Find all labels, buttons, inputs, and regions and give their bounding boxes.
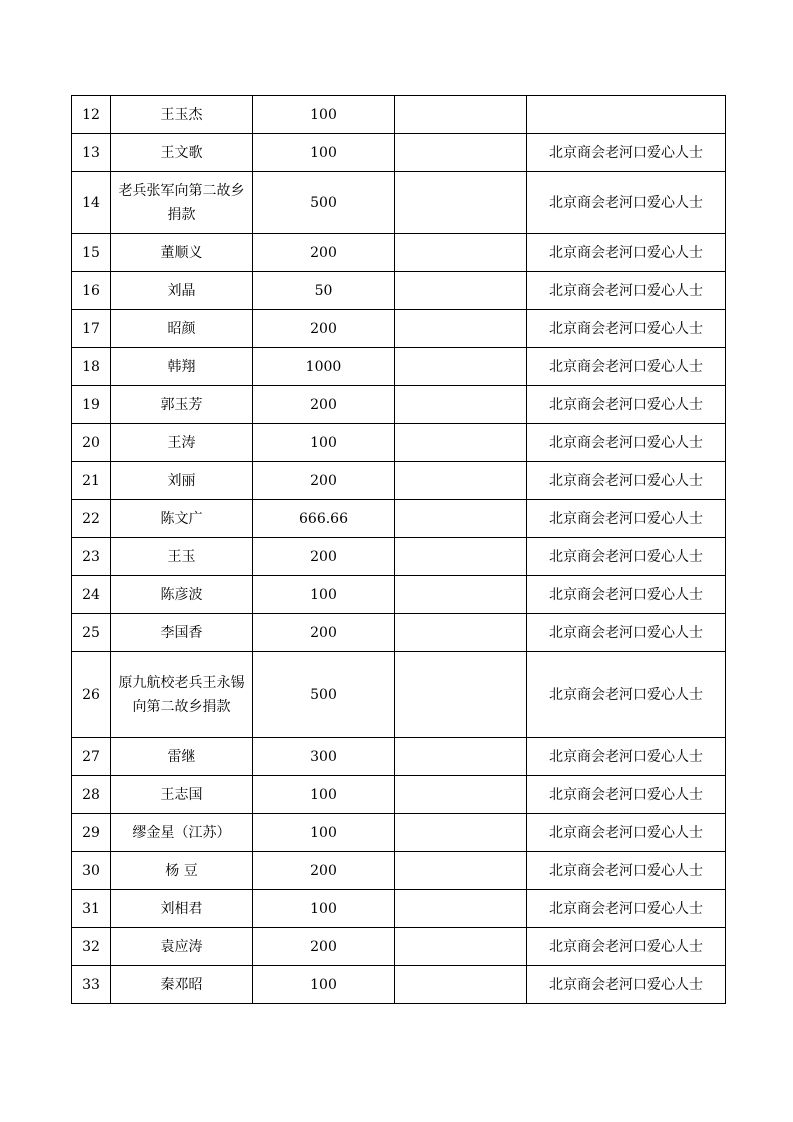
empty-cell — [395, 424, 527, 462]
donor-note: 北京商会老河口爱心人士 — [527, 310, 726, 348]
donor-note: 北京商会老河口爱心人士 — [527, 738, 726, 776]
empty-cell — [395, 272, 527, 310]
donor-note: 北京商会老河口爱心人士 — [527, 272, 726, 310]
row-number: 15 — [72, 234, 111, 272]
donor-note: 北京商会老河口爱心人士 — [527, 172, 726, 234]
row-number: 32 — [72, 928, 111, 966]
row-number: 31 — [72, 890, 111, 928]
table-row — [72, 652, 726, 738]
row-number: 19 — [72, 386, 111, 424]
donation-amount: 200 — [253, 928, 395, 966]
donation-amount: 50 — [253, 272, 395, 310]
donor-note: 北京商会老河口爱心人士 — [527, 386, 726, 424]
donor-name: 雷继 — [111, 738, 253, 776]
donor-name: 袁应涛 — [111, 928, 253, 966]
donor-name: 秦邓昭 — [111, 966, 253, 1004]
donor-note: 北京商会老河口爱心人士 — [527, 576, 726, 614]
empty-cell — [395, 538, 527, 576]
donor-name: 原九航校老兵王永锡向第二故乡捐款 — [111, 652, 253, 738]
empty-cell — [395, 652, 527, 738]
donor-name: 王志国 — [111, 776, 253, 814]
donor-note: 北京商会老河口爱心人士 — [527, 852, 726, 890]
donor-name: 韩翔 — [111, 348, 253, 386]
row-number: 21 — [72, 462, 111, 500]
donation-amount: 100 — [253, 424, 395, 462]
empty-cell — [395, 386, 527, 424]
empty-cell — [395, 172, 527, 234]
empty-cell — [395, 234, 527, 272]
table-row — [72, 386, 726, 424]
donor-name: 王玉杰 — [111, 96, 253, 134]
empty-cell — [395, 500, 527, 538]
donation-amount: 1000 — [253, 348, 395, 386]
donor-name: 刘丽 — [111, 462, 253, 500]
row-number: 30 — [72, 852, 111, 890]
donation-amount: 100 — [253, 814, 395, 852]
donor-note: 北京商会老河口爱心人士 — [527, 890, 726, 928]
empty-cell — [395, 576, 527, 614]
empty-cell — [395, 890, 527, 928]
empty-cell — [395, 134, 527, 172]
donation-amount: 500 — [253, 172, 395, 234]
donor-name: 刘相君 — [111, 890, 253, 928]
empty-cell — [395, 462, 527, 500]
donation-amount: 100 — [253, 576, 395, 614]
table-row — [72, 348, 726, 386]
donor-note: 北京商会老河口爱心人士 — [527, 652, 726, 738]
row-number: 22 — [72, 500, 111, 538]
table-row — [72, 134, 726, 172]
donor-note: 北京商会老河口爱心人士 — [527, 538, 726, 576]
donor-name: 陈文广 — [111, 500, 253, 538]
donation-amount: 500 — [253, 652, 395, 738]
donation-amount: 100 — [253, 776, 395, 814]
table-row — [72, 966, 726, 1004]
donor-name: 王玉 — [111, 538, 253, 576]
donation-table-body — [72, 96, 726, 1004]
donation-amount: 200 — [253, 538, 395, 576]
table-row — [72, 814, 726, 852]
donor-note: 北京商会老河口爱心人士 — [527, 928, 726, 966]
donation-amount: 100 — [253, 134, 395, 172]
table-row — [72, 500, 726, 538]
empty-cell — [395, 966, 527, 1004]
row-number: 17 — [72, 310, 111, 348]
table-row — [72, 272, 726, 310]
empty-cell — [395, 738, 527, 776]
donation-amount: 200 — [253, 852, 395, 890]
table-row — [72, 310, 726, 348]
table-row — [72, 890, 726, 928]
donation-amount: 200 — [253, 462, 395, 500]
row-number: 28 — [72, 776, 111, 814]
table-row — [72, 172, 726, 234]
row-number: 18 — [72, 348, 111, 386]
donation-amount: 100 — [253, 96, 395, 134]
donor-note: 北京商会老河口爱心人士 — [527, 424, 726, 462]
table-row — [72, 96, 726, 134]
donor-name: 董顺义 — [111, 234, 253, 272]
donation-table — [71, 95, 726, 1004]
table-row — [72, 462, 726, 500]
table-row — [72, 614, 726, 652]
donor-name: 昭颜 — [111, 310, 253, 348]
donor-name: 杨 豆 — [111, 852, 253, 890]
table-row — [72, 852, 726, 890]
row-number: 12 — [72, 96, 111, 134]
donor-name: 老兵张军向第二故乡捐款 — [111, 172, 253, 234]
empty-cell — [395, 614, 527, 652]
row-number: 14 — [72, 172, 111, 234]
table-row — [72, 928, 726, 966]
donation-amount: 300 — [253, 738, 395, 776]
donation-amount: 666.66 — [253, 500, 395, 538]
donor-name: 陈彦波 — [111, 576, 253, 614]
donor-name: 刘晶 — [111, 272, 253, 310]
donor-note — [527, 96, 726, 134]
row-number: 23 — [72, 538, 111, 576]
donor-note: 北京商会老河口爱心人士 — [527, 500, 726, 538]
donor-note: 北京商会老河口爱心人士 — [527, 814, 726, 852]
row-number: 13 — [72, 134, 111, 172]
row-number: 16 — [72, 272, 111, 310]
donor-name: 郭玉芳 — [111, 386, 253, 424]
empty-cell — [395, 814, 527, 852]
row-number: 25 — [72, 614, 111, 652]
empty-cell — [395, 852, 527, 890]
empty-cell — [395, 310, 527, 348]
donation-amount: 200 — [253, 386, 395, 424]
donation-amount: 200 — [253, 614, 395, 652]
table-row — [72, 424, 726, 462]
row-number: 33 — [72, 966, 111, 1004]
empty-cell — [395, 96, 527, 134]
donor-name: 王涛 — [111, 424, 253, 462]
empty-cell — [395, 348, 527, 386]
donor-note: 北京商会老河口爱心人士 — [527, 966, 726, 1004]
row-number: 26 — [72, 652, 111, 738]
donor-name: 王文歌 — [111, 134, 253, 172]
empty-cell — [395, 776, 527, 814]
donor-note: 北京商会老河口爱心人士 — [527, 348, 726, 386]
donation-amount: 100 — [253, 890, 395, 928]
table-row — [72, 538, 726, 576]
donor-note: 北京商会老河口爱心人士 — [527, 462, 726, 500]
donor-name: 李国香 — [111, 614, 253, 652]
donation-amount: 200 — [253, 310, 395, 348]
table-row — [72, 776, 726, 814]
row-number: 24 — [72, 576, 111, 614]
donation-amount: 200 — [253, 234, 395, 272]
row-number: 20 — [72, 424, 111, 462]
row-number: 29 — [72, 814, 111, 852]
donor-note: 北京商会老河口爱心人士 — [527, 776, 726, 814]
table-row — [72, 234, 726, 272]
table-row — [72, 738, 726, 776]
empty-cell — [395, 928, 527, 966]
donor-name: 缪金星（江苏） — [111, 814, 253, 852]
table-row — [72, 576, 726, 614]
row-number: 27 — [72, 738, 111, 776]
donor-note: 北京商会老河口爱心人士 — [527, 614, 726, 652]
donor-note: 北京商会老河口爱心人士 — [527, 234, 726, 272]
donation-amount: 100 — [253, 966, 395, 1004]
donor-note: 北京商会老河口爱心人士 — [527, 134, 726, 172]
